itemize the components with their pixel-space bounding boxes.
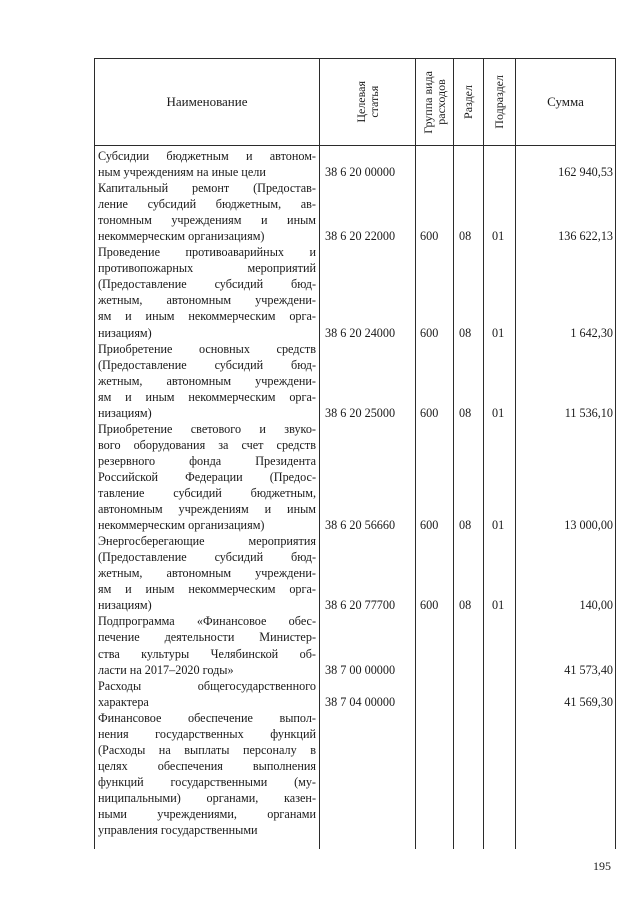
row-sum: 13 000,00 [564,518,613,533]
table-row [94,148,616,180]
row-name [98,678,316,710]
row-target: 38 6 20 56660 [325,518,396,533]
header-target [320,59,415,145]
table-row [94,244,616,340]
row-name-line: характера [98,694,149,709]
row-name-line: Финансовое обеспечение выпол- [98,710,316,725]
row-target: 38 6 20 00000 [325,165,396,180]
row-name-line: ным учреждениям на иные цели [98,165,266,180]
row-sum: 41 573,40 [564,662,613,677]
row-name-line: ление субсидий бюджетным, ав- [98,197,316,212]
header-group-text: Группа вида расходов [420,70,448,134]
row-subsection: 01 [492,325,505,340]
row-name-line: Проведение противоаварийных и [98,245,316,260]
header-name-text: Наименование [166,94,248,109]
row-name-line: (Предоставление субсидий бюд- [98,357,316,372]
row-name-line: ям и иным некоммерческим орга- [98,582,316,597]
row-name-line: некоммерческим организациям) [98,518,265,533]
row-section: 08 [459,229,472,244]
row-name-line: жетным, автономным учреждени- [98,373,316,388]
row-name-line: Расходы общегосударственного [98,678,316,693]
table-row [94,710,616,838]
row-target: 38 7 00 00000 [325,662,396,677]
row-name-line: целях обеспечения выполнения [98,758,316,773]
row-target: 38 6 20 22000 [325,229,396,244]
row-sum: 136 622,13 [558,229,613,244]
row-group: 600 [420,405,439,420]
row-name-line: резервного фонда Президента [98,453,316,468]
row-name-line: (Предоставление субсидий бюд- [98,550,316,565]
row-target: 38 6 20 25000 [325,405,396,420]
header-section [454,59,483,145]
row-name-line: Подпрограмма «Финансовое обес- [98,614,316,629]
row-name-line: жетным, автономным учреждени- [98,566,316,581]
row-name-line: печение деятельности Министер- [98,630,316,645]
header-name [95,59,319,145]
table-row [94,678,616,710]
row-group: 600 [420,229,439,244]
header-divider [94,145,616,146]
row-sum: 1 642,30 [570,325,613,340]
row-name-line: нения государственных функций [98,726,316,741]
row-name-line: управления государственными [98,823,258,838]
table-row [94,533,616,613]
row-name-line: (Расходы на выплаты персоналу в [98,742,316,757]
row-name-line: Энергосберегающие мероприятия [98,534,316,549]
row-subsection: 01 [492,405,505,420]
row-sum: 162 940,53 [558,165,613,180]
row-name-line: ям и иным некоммерческим орга- [98,389,316,404]
budget-table [94,58,616,849]
row-name-line: автономным учреждениям и иным [98,502,316,517]
row-name-line: ства культуры Челябинской об- [98,646,316,661]
row-name-line: противопожарных мероприятий [98,261,316,276]
row-name-line: ными учреждениями, органами [98,807,316,822]
row-subsection: 01 [492,229,505,244]
row-subsection: 01 [492,518,505,533]
row-group: 600 [420,598,439,613]
row-section: 08 [459,518,472,533]
header-subsection-text: Подраздел [492,75,506,129]
table-row [94,180,616,244]
row-group: 600 [420,325,439,340]
row-section: 08 [459,325,472,340]
row-name-line: низациям) [98,598,152,613]
header-section-text: Раздел [461,85,475,119]
row-name-line: ям и иным некоммерческим орга- [98,309,316,324]
row-name-line: некоммерческим организациям) [98,229,265,244]
row-name [98,341,316,421]
row-subsection: 01 [492,598,505,613]
row-name-line: тономным учреждениям и иным [98,213,316,228]
row-name-line: Капитальный ремонт (Предостав- [98,181,316,196]
header-group [416,59,453,145]
row-name-line: ниципальными) органами, казен- [98,790,316,805]
page-number: 195 [593,859,611,873]
row-section: 08 [459,405,472,420]
row-name-line: Российской Федерации (Предос- [98,469,316,484]
row-group: 600 [420,518,439,533]
row-name-line: тавление субсидий бюджетным, [98,486,316,501]
row-target: 38 6 20 24000 [325,325,396,340]
header-target-text: Целевая статья [353,81,381,123]
row-target: 38 7 04 00000 [325,694,396,709]
row-name-line: Приобретение светового и звуко- [98,421,316,436]
table-row [94,613,616,677]
table-row [94,341,616,421]
row-name [98,710,316,838]
row-name [98,421,316,533]
row-name-line: низациям) [98,325,152,340]
header-sum [516,59,615,145]
row-name-line: (Предоставление субсидий бюд- [98,277,316,292]
row-section: 08 [459,598,472,613]
row-name-line: Приобретение основных средств [98,341,316,356]
row-name [98,613,316,677]
row-sum: 140,00 [579,598,613,613]
header-sum-text: Сумма [547,94,584,109]
row-name-line: функций государственными (му- [98,774,316,789]
row-sum: 41 569,30 [564,694,613,709]
row-name [98,244,316,340]
row-name [98,148,316,180]
row-name-line: жетным, автономным учреждени- [98,293,316,308]
row-name-line: Субсидии бюджетным и автоном- [98,149,316,163]
row-name [98,533,316,613]
row-name-line: вого оборудования за счет средств [98,437,316,452]
row-name-line: ласти на 2017–2020 годы» [98,662,234,677]
row-target: 38 6 20 77700 [325,598,396,613]
header-subsection [484,59,515,145]
row-name [98,180,316,244]
table-row [94,421,616,533]
row-sum: 11 536,10 [564,405,613,420]
row-name-line: низациям) [98,405,152,420]
